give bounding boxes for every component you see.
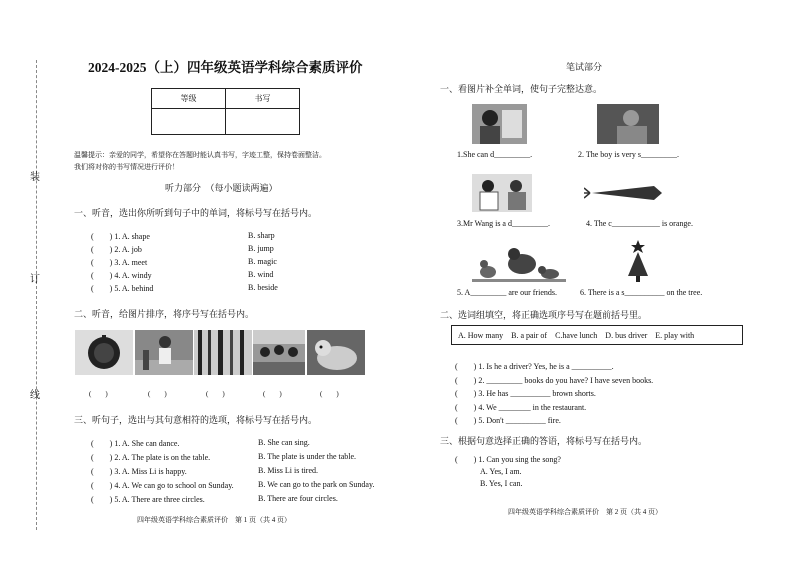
q3-item-a: ( ) 5. A. There are three circles. [91, 495, 205, 504]
written-header: 笔试部分 [566, 62, 603, 72]
w1-item: 1.She can d_________. [457, 150, 533, 159]
q2-bracket[interactable]: ( ) [206, 390, 225, 398]
grade-header: 等级 [152, 89, 226, 109]
q3-item-b: B. There are four circles. [258, 494, 338, 503]
w2-heading: 二、选词组填空，将正确选项序号写在题前括号里。 [440, 310, 648, 320]
q1-item-b: B. beside [248, 283, 278, 292]
binding-line [36, 60, 37, 530]
w2-item: ( ) 1. Is he a driver? Yes, he is a __________. [455, 362, 614, 371]
binding-mark-zhuang: 装 [30, 172, 40, 183]
w1-item: 4. The c____________ is orange. [586, 219, 693, 228]
page-title: 2024-2025（上）四年级英语学科综合素质评价 [88, 60, 363, 75]
photo-doctor [472, 174, 532, 212]
q1-item-a: ( ) 3. A. meet [91, 258, 148, 267]
q1-item-a: ( ) 2. A. job [91, 245, 142, 254]
q2-bracket[interactable]: ( ) [89, 390, 108, 398]
q1-item-b: B. magic [248, 257, 277, 266]
q2-heading: 二、听音，给图片排序，将序号写在括号内。 [74, 309, 255, 319]
w1-item: 6. There is a s__________ on the tree. [580, 288, 703, 297]
w2-item: ( ) 5. Don't __________ fire. [455, 416, 561, 425]
q3-heading: 三、听句子，选出与其句意相符的选项，将标号写在括号内。 [74, 415, 318, 425]
q3-item-a: ( ) 2. A. The plate is on the table. [91, 453, 211, 462]
photo-cooking [472, 104, 527, 144]
photo-christmas-tree [626, 240, 650, 282]
w2-item: ( ) 3. He has __________ brown shorts. [455, 389, 596, 398]
q1-item-b: B. wind [248, 270, 274, 279]
q3-item-b: B. She can sing. [258, 438, 310, 447]
w1-item: 5. A_________ are our friends. [457, 288, 557, 297]
photo-forest [194, 330, 252, 375]
q3-item-a: ( ) 1. A. She can dance. [91, 439, 180, 448]
q1-item-b: B. jump [248, 244, 274, 253]
q3-item-a: ( ) 4. A. We can go to school on Sunday. [91, 481, 234, 490]
w1-item: 2. The boy is very s_________. [578, 150, 679, 159]
w3-question: ( ) 1. Can you sing the song? [455, 455, 561, 464]
photo-animals [472, 242, 566, 282]
q1-heading: 一、听音，选出你所听到句子中的单词，将标号写在括号内。 [74, 208, 318, 218]
w1-heading: 一、看图片补全单词，使句子完整达意。 [440, 84, 603, 94]
writing-header: 书写 [226, 89, 300, 109]
tip-line-2: 我们将对你的书写情况进行评价！ [74, 163, 179, 171]
q2-bracket[interactable]: ( ) [148, 390, 167, 398]
w3-heading: 三、根据句意选择正确的答语，将标号写在括号内。 [440, 436, 648, 446]
w2-item: ( ) 4. We ________ in the restaurant. [455, 403, 587, 412]
photo-carrot [584, 180, 664, 206]
footer-right: 四年级英语学科综合素质评价 第 2 页（共 4 页） [508, 508, 662, 516]
q3-item-b: B. The plate is under the table. [258, 452, 357, 461]
w3-option-b: B. Yes, I can. [480, 479, 523, 488]
q3-item-b: B. We can go to the park on Sunday. [258, 480, 375, 489]
q3-item-a: ( ) 3. A. Miss Li is happy. [91, 467, 187, 476]
w2-item: ( ) 2. _________ books do you have? I have seven books. [455, 376, 654, 385]
listening-header: 听力部分 （每小题读两遍） [165, 183, 278, 193]
photo-girl-dancing [135, 330, 193, 375]
w3-option-a: A. Yes, I am. [480, 467, 522, 476]
footer-left: 四年级英语学科综合素质评价 第 1 页（共 4 页） [137, 516, 291, 524]
w1-item: 3.Mr Wang is a d_________. [457, 219, 550, 228]
photo-boy-strong [597, 104, 659, 144]
tip-line-1: 温馨提示：亲爱的同学，希望你在答题时能认真书写，字迹工整，保持卷面整洁。 [74, 151, 326, 159]
q1-item-a: ( ) 5. A. behind [91, 284, 154, 293]
q1-item-a: ( ) 4. A. windy [91, 271, 152, 280]
writing-cell[interactable] [226, 109, 300, 135]
q1-item-a: ( ) 1. A. shape [91, 232, 150, 241]
q2-bracket[interactable]: ( ) [320, 390, 339, 398]
q3-item-b: B. Miss Li is tired. [258, 466, 319, 475]
grade-cell[interactable] [152, 109, 226, 135]
binding-mark-xian: 线 [30, 390, 40, 401]
binding-mark-ding: 订 [30, 274, 40, 285]
q1-item-b: B. sharp [248, 231, 275, 240]
w2-options-box: A. How many B. a pair of C.have lunch D. bus driver E. play with [451, 325, 743, 345]
photo-dog [307, 330, 365, 375]
grade-table [151, 88, 300, 135]
photo-classroom [253, 330, 305, 375]
q2-bracket[interactable]: ( ) [263, 390, 282, 398]
photo-clock [75, 330, 133, 375]
